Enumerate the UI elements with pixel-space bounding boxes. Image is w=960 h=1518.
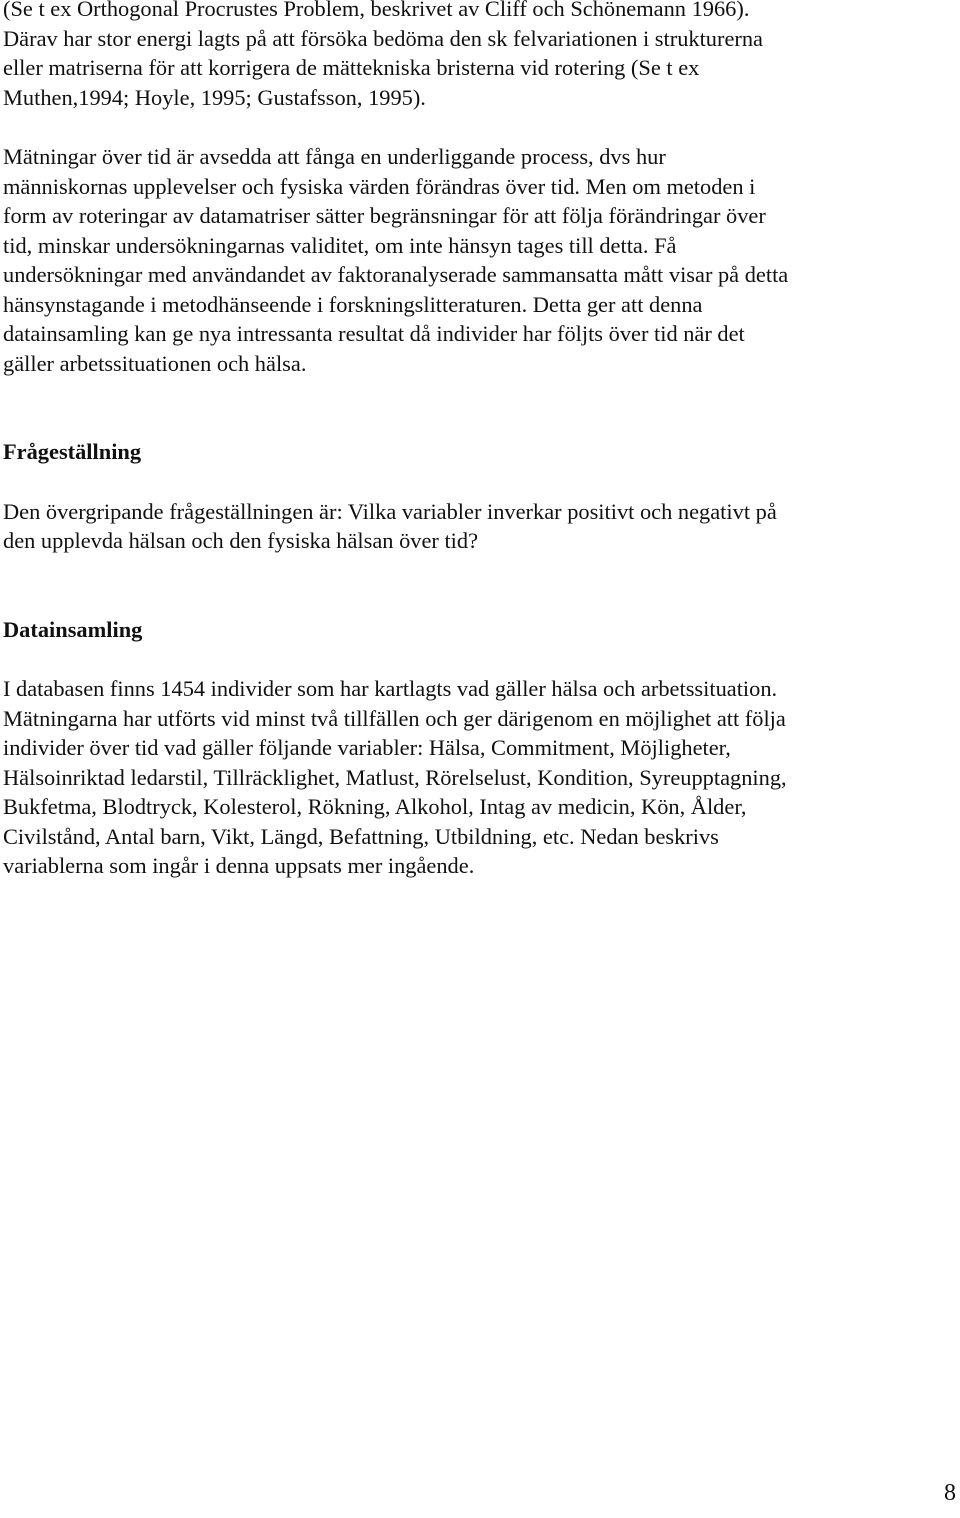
paragraph-research-question: Den övergripande frågeställningen är: Vilka variabler inverkar positivt och negativt på den upplevda hälsan och den fysiska hälsan över tid? [3, 498, 777, 553]
paragraph-gap [3, 112, 943, 142]
heading-fragestallning: Frågeställning [3, 439, 142, 464]
heading-gap [3, 644, 943, 674]
page-number: 8 [944, 1480, 956, 1506]
paragraph-measurements-over-time: Mätningar över tid är avsedda att fånga en underliggande process, dvs hur människornas upplevelser och fysiska värden förändras över tid. Men om metoden i form av roteringar av datamatriser sätter begränsningar för att följa förändringar över tid, minskar undersökningarnas validitet, om inte hänsyn tages till detta. Få undersökningar med användandet av faktoranalyserade sammansatta mått visar på detta hänsynstagande i metodhänseende i forskningslitteraturen. Detta ger att denna datainsamling kan ge nya intressanta resultat då individer har följts över tid när det gäller arbetssituationen och hälsa. [3, 144, 789, 376]
heading-gap [3, 467, 943, 497]
section-gap [3, 378, 943, 437]
heading-datainsamling: Datainsamling [3, 616, 143, 642]
section-gap [3, 556, 943, 615]
paragraph-database: I databasen finns 1454 individer som har kartlagts vad gäller hälsa och arbetssituation. Mätningarna har utförts vid minst två tillfällen och ger därigenom en möjlighet att följa individer över tid vad gäller följande variabler: Hälsa, Commitment, Möjligheter, Hälsoinriktad ledarstil, Tillräcklighet, Matlust, Rörelselust, Kondition, Syreupptagning, Bukfetma, Blodtryck, Kolesterol, Rökning, Alkohol, Intag av medicin, Kön, Ålder, Civilstånd, Antal barn, Vikt, Längd, Befattning, Utbildning, etc. Nedan beskrivs variablerna som ingår i denna uppsats mer ingående. [3, 676, 787, 878]
page-body [3, 0, 943, 881]
paragraph-procrustes: (Se t ex Orthogonal Procrustes Problem, beskrivet av Cliff och Schönemann 1966). Därav har stor energi lagts på att försöka bedöma den sk felvariationen i strukturerna eller matriserna för att korrigera de mättekniska bristerna vid rotering (Se t ex Muthen,1994; Hoyle, 1995; Gustafsson, 1995). [3, 0, 763, 110]
